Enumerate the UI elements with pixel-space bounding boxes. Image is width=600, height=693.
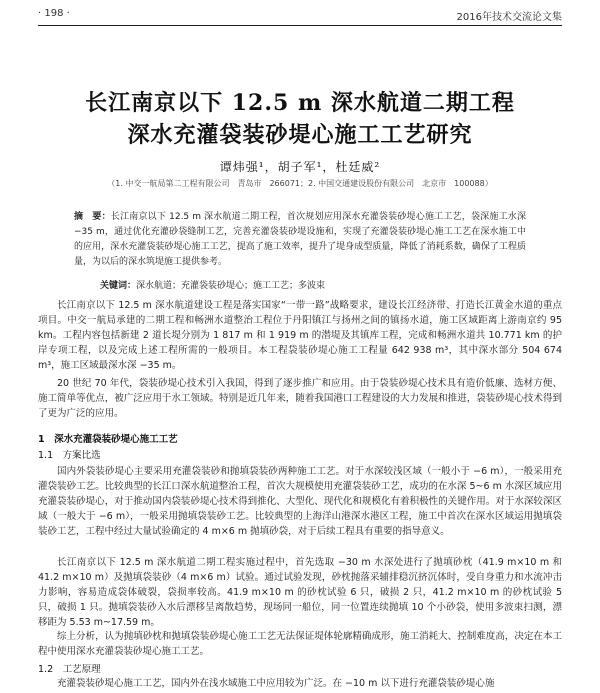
intro-paragraph-2: 20 世纪 70 年代，袋装砂堤心技术引入我国，得到了逐步推广和应用。由于袋装砂堤心技术具有造价低廉、选材方便、施工简单等优点，被广泛应用于水工领域。特别是近几年来，随着我国港口工程建设的大力发展和推进，袋装砂堤心技术得到了更为广泛的应用。: [38, 378, 562, 419]
section-paragraph-4: 长江南京以下 12.5 m 深水航道二期工程实施过程中，首先选取 −30 m 水深处进行了抛填砂枕（41.9 m×10 m 和 41.2 m×10 m）及抛填袋装砂（4 m×6 m）试验。通过试验发现，砂枕抛落采辅排稳沉挤沉体时，受自身重力和水流冲击力影响，容易造成袋体破裂，袋损率较高。41.9 m×10 m 的砂枕试验 6 只，破损 2 只，41.2 m×10 m 的砂枕试验 5 只，破损 1 只。抛填袋装砂入水后漂移呈离散趋势，现场同一船位，同一位置连续抛填 10 个小砂袋，使用多波束扫测，漂移距为 5.53 m~17.59 m。: [38, 557, 562, 628]
subsection-heading-1-1: 1.1 方案比选: [38, 450, 101, 461]
paper-title-line-2: 深水充灌袋装砂堤心施工工艺研究: [127, 122, 473, 148]
intro-paragraph-1: 长江南京以下 12.5 m 深水航道建设工程是落实国家“一带一路”战略要求，建设长江经济带、打造长江黄金水道的重点项目。中交一航局承建的二期工程和畅洲水道整治工程位于丹阳镇江与扬州之间的镇扬水道，施工区域距离上游南京约 95 km。工程内容包括新建 2 道长堤分别为 1 817 m 和 1 919 m 的潜堤及其镇库工程，完成和畅洲水道共 10.771 km 的护岸专项工程，以及完成上述工程所需的一般项目。本工程袋装砂堤心施工工程量 642 938 m³，其中深水部分 504 674 m³，施工区域最深水深 −35 m。: [38, 300, 562, 371]
section-paragraph-3: 国内外袋装砂堤心主要采用充灌袋装砂和抛填袋装砂两种施工工艺。对于水深较浅区域（一般小于 −6 m），一般采用充灌袋装砂工艺。比较典型的长江口深水航道整治工程，首次大规模使用充灌袋装砂工艺，成功的在水深 5~6 m 水深区域应用充灌袋装砂堤心，对于推动国内袋装砂堤心技术得到推化、大型化、现代化和规模化有着积极性的关键作用。对于水深较深区域（一般大于 −6 m），一般采用抛填袋装砂工艺。比较典型的上海洋山港深水港区工程，施工中首次在深水区域运用抛填袋装砂工艺，工程中经过大量试验确定的 4 m×6 m 抛填砂袋，对于后续工程具有重要的指导意义。: [38, 466, 562, 537]
running-header: [38, 8, 562, 24]
keywords: [100, 278, 526, 291]
affiliation: （1. 中交一航局第二工程有限公司 青岛市 266071；2. 中国交通建设股份有限公司 北京市 100088）: [107, 179, 493, 188]
journal-title: 2016年技术交流论文集: [456, 12, 562, 23]
abstract-label: 摘 要：: [74, 212, 111, 222]
page-number: · 198 ·: [38, 8, 70, 19]
abstract: [74, 210, 526, 270]
keywords-text: 深水航道；充灌袋装砂堤心；施工工艺；多波束: [136, 281, 326, 291]
keywords-label: 关键词：: [100, 281, 137, 291]
subsection-heading-1-2: 1.2 工艺原理: [38, 664, 101, 675]
header-rule: [38, 25, 562, 26]
section-paragraph-5: 综上分析，认为抛填砂枕和抛填袋装砂堤心施工工艺无法保证堤体轮廓精确成形，施工消耗大、控制难度高，决定在本工程中使用深水充灌袋装砂堤心施工工艺。: [38, 631, 562, 657]
section-heading-1: 1 深水充灌袋装砂堤心施工工艺: [38, 434, 178, 445]
abstract-text: 长江南京以下 12.5 m 深水航道二期工程，首次规划应用深水充灌袋装砂堤心施工工艺，袋深施工水深 −35 m，通过优化充灌砂袋缝制工艺，完善充灌袋装砂堤设施和，实现了充灌袋装砂堤心施工工艺在深水施工中的应用，深水充灌袋装砂堤心施工工艺，提高了施工效率，提升了堤身成型质量，降低了消耗系数，确保了工程质量，为以后的深水筑堤施工提供参考。: [74, 212, 526, 267]
section-paragraph-6: 充灌袋装砂堤心施工工艺，国内外在浅水域施工中应用较为广泛。在 −10 m 以下进行充灌袋装砂堤心施: [57, 678, 495, 689]
authors: 谭炜强¹，胡子军¹，杜廷威²: [219, 160, 381, 174]
paper-title-line-1: 长江南京以下 12.5 m 深水航道二期工程: [85, 90, 515, 116]
